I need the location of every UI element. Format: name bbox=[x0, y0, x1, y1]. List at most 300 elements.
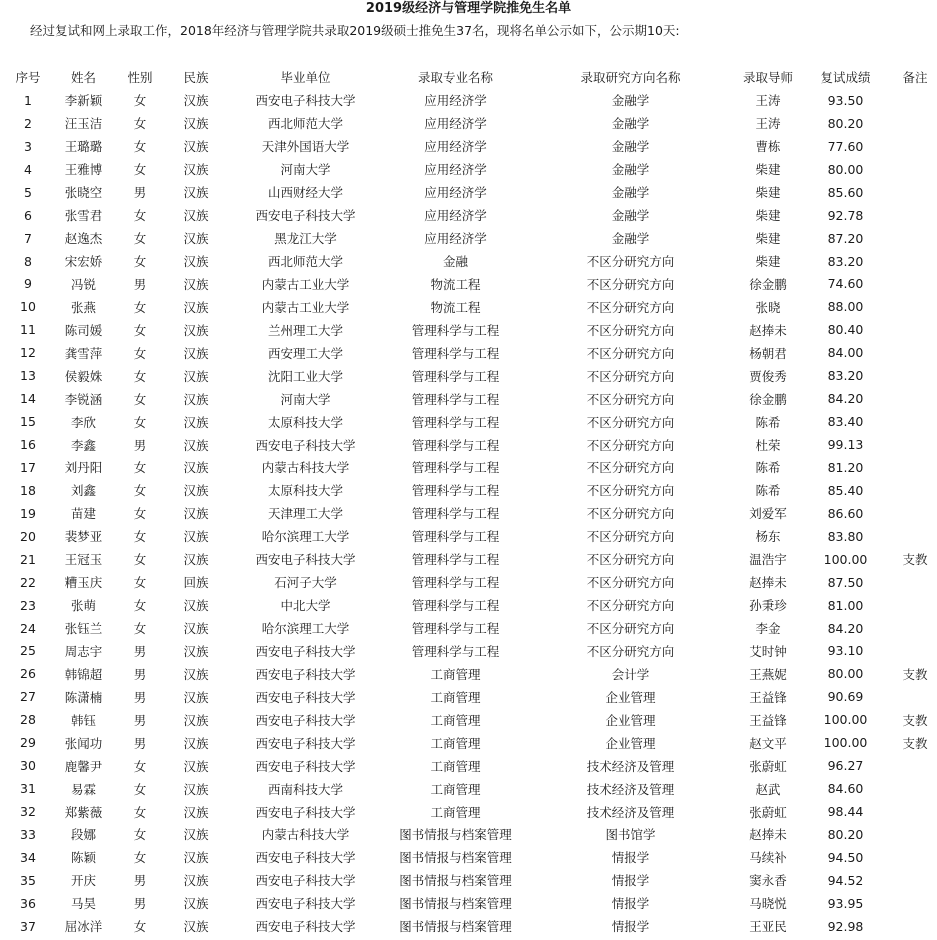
table-row bbox=[0, 456, 937, 479]
cell-score: 92.98 bbox=[827, 918, 864, 934]
cell-direction: 不区分研究方向 bbox=[586, 460, 675, 476]
cell-school: 西南科技大学 bbox=[267, 781, 343, 797]
cell-tutor: 艾时钟 bbox=[749, 643, 787, 659]
cell-major: 管理科学与工程 bbox=[411, 552, 500, 568]
cell-note bbox=[893, 387, 937, 410]
cell-direction: 不区分研究方向 bbox=[586, 643, 675, 659]
cell-no: 8 bbox=[24, 253, 32, 269]
cell-tutor: 赵文平 bbox=[749, 735, 787, 751]
cell-name: 陈颖 bbox=[70, 850, 96, 866]
table-row bbox=[0, 387, 937, 410]
cell-name: 段娜 bbox=[70, 827, 96, 843]
cell-score: 100.00 bbox=[823, 551, 868, 567]
cell-direction: 金融学 bbox=[611, 185, 650, 201]
cell-tutor: 马续补 bbox=[749, 850, 787, 866]
cell-note bbox=[893, 112, 937, 135]
cell-tutor: 王燕妮 bbox=[749, 666, 787, 682]
page-title: 2019级经济与管理学院推免生名单 bbox=[365, 1, 572, 16]
cell-no: 11 bbox=[20, 322, 36, 338]
table-row bbox=[0, 295, 937, 318]
table-row bbox=[0, 640, 937, 663]
cell-name: 韩钰 bbox=[70, 712, 96, 728]
cell-gender: 女 bbox=[133, 483, 147, 499]
cell-name: 张燕 bbox=[70, 299, 96, 315]
cell-major: 管理科学与工程 bbox=[411, 598, 500, 614]
cell-gender: 女 bbox=[133, 93, 147, 109]
cell-ethnicity: 汉族 bbox=[183, 368, 209, 384]
cell-direction: 企业管理 bbox=[605, 689, 656, 705]
cell-note bbox=[893, 869, 937, 892]
cell-gender: 男 bbox=[133, 437, 147, 453]
cell-score: 84.60 bbox=[827, 781, 864, 797]
cell-ethnicity: 汉族 bbox=[183, 162, 209, 178]
cell-major: 图书情报与档案管理 bbox=[399, 873, 512, 889]
cell-note bbox=[893, 135, 937, 158]
cell-gender: 女 bbox=[133, 231, 147, 247]
cell-ethnicity: 汉族 bbox=[183, 483, 209, 499]
cell-gender: 女 bbox=[133, 116, 147, 132]
cell-school: 内蒙古科技大学 bbox=[261, 460, 350, 476]
cell-direction: 金融学 bbox=[611, 116, 650, 132]
cell-name: 周志宇 bbox=[64, 643, 103, 659]
cell-note bbox=[893, 250, 937, 273]
cell-gender: 男 bbox=[133, 735, 147, 751]
cell-no: 25 bbox=[20, 643, 36, 659]
cell-ethnicity: 汉族 bbox=[183, 896, 209, 912]
cell-score: 100.00 bbox=[823, 712, 868, 728]
table-row bbox=[0, 502, 937, 525]
cell-major: 应用经济学 bbox=[424, 93, 487, 109]
cell-major: 管理科学与工程 bbox=[411, 483, 500, 499]
cell-name: 刘鑫 bbox=[70, 483, 96, 499]
cell-note bbox=[893, 571, 937, 594]
cell-no: 20 bbox=[20, 528, 36, 544]
cell-gender: 女 bbox=[133, 781, 147, 797]
cell-note bbox=[893, 273, 937, 296]
cell-school: 黑龙江大学 bbox=[274, 231, 337, 247]
cell-note bbox=[893, 685, 937, 708]
cell-tutor: 张蔚虹 bbox=[749, 804, 787, 820]
cell-note bbox=[893, 433, 937, 456]
cell-tutor: 窦永香 bbox=[749, 873, 787, 889]
cell-school: 河南大学 bbox=[280, 162, 331, 178]
cell-gender: 女 bbox=[133, 345, 147, 361]
cell-gender: 女 bbox=[133, 368, 147, 384]
cell-name: 刘丹阳 bbox=[64, 460, 103, 476]
cell-score: 85.40 bbox=[827, 482, 864, 498]
cell-major: 工商管理 bbox=[430, 735, 481, 751]
cell-no: 5 bbox=[24, 184, 32, 200]
cell-score: 86.60 bbox=[827, 505, 864, 521]
cell-no: 12 bbox=[20, 345, 36, 361]
cell-no: 21 bbox=[20, 551, 36, 567]
cell-tutor: 刘爱军 bbox=[749, 506, 787, 522]
cell-school: 西安电子科技大学 bbox=[255, 873, 356, 889]
cell-major: 物流工程 bbox=[430, 276, 481, 292]
cell-major: 工商管理 bbox=[430, 666, 481, 682]
cell-school: 西安电子科技大学 bbox=[255, 804, 356, 820]
cell-score: 77.60 bbox=[827, 138, 864, 154]
cell-school: 太原科技大学 bbox=[267, 414, 343, 430]
table-row bbox=[0, 571, 937, 594]
cell-ethnicity: 汉族 bbox=[183, 598, 209, 614]
cell-ethnicity: 回族 bbox=[183, 575, 209, 591]
table-row bbox=[0, 410, 937, 433]
cell-name: 苗建 bbox=[70, 506, 96, 522]
cell-school: 天津外国语大学 bbox=[261, 139, 350, 155]
cell-tutor: 赵捧未 bbox=[749, 827, 787, 843]
cell-name: 李鑫 bbox=[70, 437, 96, 453]
cell-major: 应用经济学 bbox=[424, 116, 487, 132]
cell-school: 西安理工大学 bbox=[267, 345, 343, 361]
cell-tutor: 柴建 bbox=[755, 254, 781, 270]
cell-school: 太原科技大学 bbox=[267, 483, 343, 499]
cell-direction: 技术经济及管理 bbox=[586, 781, 675, 797]
cell-gender: 女 bbox=[133, 621, 147, 637]
cell-name: 韩锦超 bbox=[64, 666, 103, 682]
cell-school: 西北师范大学 bbox=[267, 116, 343, 132]
table-row bbox=[0, 708, 937, 731]
cell-note bbox=[893, 479, 937, 502]
cell-score: 80.00 bbox=[827, 161, 864, 177]
cell-gender: 女 bbox=[133, 552, 147, 568]
cell-no: 37 bbox=[20, 918, 36, 934]
cell-ethnicity: 汉族 bbox=[183, 139, 209, 155]
cell-ethnicity: 汉族 bbox=[183, 322, 209, 338]
cell-school: 西安电子科技大学 bbox=[255, 758, 356, 774]
cell-no: 22 bbox=[20, 574, 36, 590]
cell-ethnicity: 汉族 bbox=[183, 93, 209, 109]
cell-score: 80.00 bbox=[827, 666, 864, 682]
cell-school: 哈尔滨理工大学 bbox=[261, 529, 350, 545]
cell-score: 88.00 bbox=[827, 299, 864, 315]
cell-no: 3 bbox=[24, 138, 32, 154]
cell-note bbox=[893, 846, 937, 869]
cell-school: 西安电子科技大学 bbox=[255, 689, 356, 705]
cell-name: 张萌 bbox=[70, 598, 96, 614]
cell-no: 10 bbox=[20, 299, 36, 315]
cell-direction: 企业管理 bbox=[605, 712, 656, 728]
cell-school: 西安电子科技大学 bbox=[255, 850, 356, 866]
cell-gender: 女 bbox=[133, 208, 147, 224]
cell-no: 23 bbox=[20, 597, 36, 613]
cell-score: 98.44 bbox=[827, 804, 864, 820]
cell-no: 24 bbox=[20, 620, 36, 636]
cell-score: 84.20 bbox=[827, 391, 864, 407]
cell-tutor: 王益锋 bbox=[749, 712, 787, 728]
cell-tutor: 李金 bbox=[755, 621, 781, 637]
cell-gender: 女 bbox=[133, 391, 147, 407]
cell-major: 工商管理 bbox=[430, 781, 481, 797]
cell-score: 87.20 bbox=[827, 230, 864, 246]
cell-ethnicity: 汉族 bbox=[183, 735, 209, 751]
cell-tutor: 贾俊秀 bbox=[749, 368, 787, 384]
cell-ethnicity: 汉族 bbox=[183, 919, 209, 935]
cell-school: 西安电子科技大学 bbox=[255, 643, 356, 659]
cell-major: 管理科学与工程 bbox=[411, 529, 500, 545]
cell-note bbox=[893, 295, 937, 318]
cell-no: 26 bbox=[20, 666, 36, 682]
cell-gender: 女 bbox=[133, 529, 147, 545]
table-body bbox=[0, 89, 937, 938]
cell-school: 西安电子科技大学 bbox=[255, 896, 356, 912]
cell-note bbox=[893, 617, 937, 640]
cell-gender: 女 bbox=[133, 322, 147, 338]
cell-major: 管理科学与工程 bbox=[411, 437, 500, 453]
cell-direction: 不区分研究方向 bbox=[586, 621, 675, 637]
cell-no: 36 bbox=[20, 895, 36, 911]
cell-name: 王雅博 bbox=[64, 162, 103, 178]
cell-gender: 女 bbox=[133, 804, 147, 820]
cell-no: 31 bbox=[20, 781, 36, 797]
column-header-major: 录取专业名称 bbox=[417, 70, 493, 85]
cell-note bbox=[893, 892, 937, 915]
cell-no: 34 bbox=[20, 849, 36, 865]
cell-gender: 男 bbox=[133, 712, 147, 728]
cell-name: 鹿馨尹 bbox=[64, 758, 103, 774]
cell-ethnicity: 汉族 bbox=[183, 781, 209, 797]
cell-ethnicity: 汉族 bbox=[183, 643, 209, 659]
cell-no: 30 bbox=[20, 758, 36, 774]
cell-direction: 不区分研究方向 bbox=[586, 414, 675, 430]
table-row bbox=[0, 777, 937, 800]
cell-school: 山西财经大学 bbox=[267, 185, 343, 201]
cell-gender: 女 bbox=[133, 162, 147, 178]
cell-direction: 情报学 bbox=[611, 919, 650, 935]
cell-score: 83.40 bbox=[827, 414, 864, 430]
cell-gender: 女 bbox=[133, 850, 147, 866]
table-row bbox=[0, 754, 937, 777]
table-row bbox=[0, 594, 937, 617]
cell-direction: 金融学 bbox=[611, 231, 650, 247]
cell-major: 图书情报与档案管理 bbox=[399, 827, 512, 843]
column-header-score: 复试成绩 bbox=[820, 70, 871, 85]
table-row bbox=[0, 204, 937, 227]
cell-gender: 女 bbox=[133, 506, 147, 522]
table-row bbox=[0, 915, 937, 938]
cell-note bbox=[893, 410, 937, 433]
cell-tutor: 柴建 bbox=[755, 208, 781, 224]
cell-tutor: 杜荣 bbox=[755, 437, 781, 453]
cell-major: 图书情报与档案管理 bbox=[399, 850, 512, 866]
cell-gender: 女 bbox=[133, 139, 147, 155]
cell-major: 管理科学与工程 bbox=[411, 643, 500, 659]
column-header-gender: 性别 bbox=[127, 70, 153, 85]
table-row bbox=[0, 341, 937, 364]
cell-ethnicity: 汉族 bbox=[183, 391, 209, 407]
cell-no: 27 bbox=[20, 689, 36, 705]
cell-gender: 女 bbox=[133, 254, 147, 270]
cell-score: 93.50 bbox=[827, 92, 864, 108]
table-row bbox=[0, 800, 937, 823]
cell-score: 87.50 bbox=[827, 574, 864, 590]
cell-direction: 不区分研究方向 bbox=[586, 299, 675, 315]
cell-ethnicity: 汉族 bbox=[183, 437, 209, 453]
table-row bbox=[0, 685, 937, 708]
cell-no: 6 bbox=[24, 207, 32, 223]
cell-note bbox=[893, 89, 937, 112]
cell-name: 张晓空 bbox=[64, 185, 103, 201]
cell-direction: 不区分研究方向 bbox=[586, 368, 675, 384]
cell-note bbox=[893, 456, 937, 479]
cell-gender: 男 bbox=[133, 666, 147, 682]
cell-no: 15 bbox=[20, 414, 36, 430]
cell-note bbox=[893, 640, 937, 663]
cell-tutor: 张晓 bbox=[755, 299, 781, 315]
cell-note bbox=[893, 754, 937, 777]
table-row bbox=[0, 525, 937, 548]
cell-ethnicity: 汉族 bbox=[183, 414, 209, 430]
cell-name: 张闻功 bbox=[64, 735, 103, 751]
cell-score: 94.52 bbox=[827, 872, 864, 888]
cell-name: 汪玉洁 bbox=[64, 116, 103, 132]
cell-no: 16 bbox=[20, 437, 36, 453]
cell-major: 管理科学与工程 bbox=[411, 460, 500, 476]
cell-gender: 女 bbox=[133, 299, 147, 315]
cell-name: 李新颖 bbox=[64, 93, 103, 109]
column-header-ethnicity: 民族 bbox=[183, 70, 209, 85]
cell-ethnicity: 汉族 bbox=[183, 185, 209, 201]
cell-gender: 男 bbox=[133, 643, 147, 659]
table-row bbox=[0, 846, 937, 869]
cell-note bbox=[893, 915, 937, 938]
cell-ethnicity: 汉族 bbox=[183, 460, 209, 476]
cell-name: 易霖 bbox=[70, 781, 96, 797]
cell-score: 99.13 bbox=[827, 437, 864, 453]
column-header-note: 备注 bbox=[902, 70, 928, 85]
cell-tutor: 王亚民 bbox=[749, 919, 787, 935]
cell-tutor: 王益锋 bbox=[749, 689, 787, 705]
cell-note bbox=[893, 158, 937, 181]
cell-no: 1 bbox=[24, 92, 32, 108]
cell-score: 84.20 bbox=[827, 620, 864, 636]
admission-table bbox=[0, 65, 937, 938]
cell-school: 西安电子科技大学 bbox=[255, 666, 356, 682]
cell-no: 32 bbox=[20, 804, 36, 820]
cell-score: 93.10 bbox=[827, 643, 864, 659]
cell-major: 管理科学与工程 bbox=[411, 345, 500, 361]
cell-ethnicity: 汉族 bbox=[183, 506, 209, 522]
cell-score: 80.20 bbox=[827, 115, 864, 131]
cell-name: 裴梦亚 bbox=[64, 529, 103, 545]
cell-tutor: 陈希 bbox=[755, 483, 781, 499]
cell-ethnicity: 汉族 bbox=[183, 621, 209, 637]
cell-ethnicity: 汉族 bbox=[183, 208, 209, 224]
table-row bbox=[0, 662, 937, 685]
cell-score: 83.20 bbox=[827, 253, 864, 269]
cell-name: 屈冰洋 bbox=[64, 919, 103, 935]
cell-no: 19 bbox=[20, 505, 36, 521]
cell-ethnicity: 汉族 bbox=[183, 299, 209, 315]
cell-major: 应用经济学 bbox=[424, 162, 487, 178]
cell-school: 西安电子科技大学 bbox=[255, 437, 356, 453]
cell-direction: 图书馆学 bbox=[605, 827, 656, 843]
cell-ethnicity: 汉族 bbox=[183, 345, 209, 361]
cell-note bbox=[893, 525, 937, 548]
cell-score: 96.27 bbox=[827, 758, 864, 774]
table-row bbox=[0, 112, 937, 135]
table-row bbox=[0, 892, 937, 915]
table-row bbox=[0, 364, 937, 387]
cell-no: 35 bbox=[20, 872, 36, 888]
cell-school: 西北师范大学 bbox=[267, 254, 343, 270]
cell-ethnicity: 汉族 bbox=[183, 689, 209, 705]
cell-gender: 女 bbox=[133, 598, 147, 614]
cell-no: 29 bbox=[20, 735, 36, 751]
cell-ethnicity: 汉族 bbox=[183, 758, 209, 774]
cell-tutor: 赵武 bbox=[755, 781, 781, 797]
table-row bbox=[0, 158, 937, 181]
cell-major: 管理科学与工程 bbox=[411, 391, 500, 407]
cell-major: 工商管理 bbox=[430, 804, 481, 820]
cell-direction: 技术经济及管理 bbox=[586, 804, 675, 820]
intro-text: 经过复试和网上录取工作，2018年经济与管理学院共录取2019级硕士推免生37名，现将名单公示如下，公示期10天: bbox=[30, 23, 680, 38]
cell-ethnicity: 汉族 bbox=[183, 276, 209, 292]
cell-tutor: 柴建 bbox=[755, 185, 781, 201]
cell-score: 85.60 bbox=[827, 184, 864, 200]
cell-tutor: 赵捧未 bbox=[749, 575, 787, 591]
cell-tutor: 柴建 bbox=[755, 231, 781, 247]
cell-tutor: 柴建 bbox=[755, 162, 781, 178]
cell-tutor: 张蔚虹 bbox=[749, 758, 787, 774]
cell-direction: 不区分研究方向 bbox=[586, 437, 675, 453]
cell-note bbox=[893, 318, 937, 341]
cell-direction: 不区分研究方向 bbox=[586, 322, 675, 338]
cell-score: 84.00 bbox=[827, 345, 864, 361]
cell-school: 石河子大学 bbox=[274, 575, 337, 591]
cell-name: 赵逸杰 bbox=[64, 231, 103, 247]
cell-school: 内蒙古科技大学 bbox=[261, 827, 350, 843]
cell-gender: 男 bbox=[133, 689, 147, 705]
cell-major: 金融 bbox=[442, 254, 468, 270]
cell-note bbox=[893, 502, 937, 525]
cell-no: 18 bbox=[20, 482, 36, 498]
cell-gender: 女 bbox=[133, 414, 147, 430]
cell-direction: 不区分研究方向 bbox=[586, 506, 675, 522]
cell-tutor: 马晓悦 bbox=[749, 896, 787, 912]
cell-ethnicity: 汉族 bbox=[183, 850, 209, 866]
cell-tutor: 曹栋 bbox=[755, 139, 781, 155]
cell-direction: 不区分研究方向 bbox=[586, 598, 675, 614]
cell-direction: 技术经济及管理 bbox=[586, 758, 675, 774]
cell-direction: 不区分研究方向 bbox=[586, 254, 675, 270]
cell-name: 宋宏娇 bbox=[64, 254, 103, 270]
table-row bbox=[0, 823, 937, 846]
cell-score: 83.20 bbox=[827, 368, 864, 384]
cell-no: 17 bbox=[20, 459, 36, 475]
cell-no: 14 bbox=[20, 391, 36, 407]
table-row bbox=[0, 89, 937, 112]
cell-score: 94.50 bbox=[827, 849, 864, 865]
cell-direction: 不区分研究方向 bbox=[586, 483, 675, 499]
cell-ethnicity: 汉族 bbox=[183, 827, 209, 843]
cell-major: 管理科学与工程 bbox=[411, 506, 500, 522]
cell-school: 哈尔滨理工大学 bbox=[261, 621, 350, 637]
cell-major: 工商管理 bbox=[430, 758, 481, 774]
cell-major: 工商管理 bbox=[430, 689, 481, 705]
cell-direction: 情报学 bbox=[611, 873, 650, 889]
cell-school: 天津理工大学 bbox=[267, 506, 343, 522]
cell-ethnicity: 汉族 bbox=[183, 552, 209, 568]
cell-major: 应用经济学 bbox=[424, 139, 487, 155]
cell-direction: 金融学 bbox=[611, 139, 650, 155]
cell-ethnicity: 汉族 bbox=[183, 116, 209, 132]
cell-name: 龚雪萍 bbox=[64, 345, 103, 361]
cell-gender: 男 bbox=[133, 873, 147, 889]
cell-gender: 女 bbox=[133, 460, 147, 476]
cell-ethnicity: 汉族 bbox=[183, 666, 209, 682]
cell-score: 80.20 bbox=[827, 826, 864, 842]
